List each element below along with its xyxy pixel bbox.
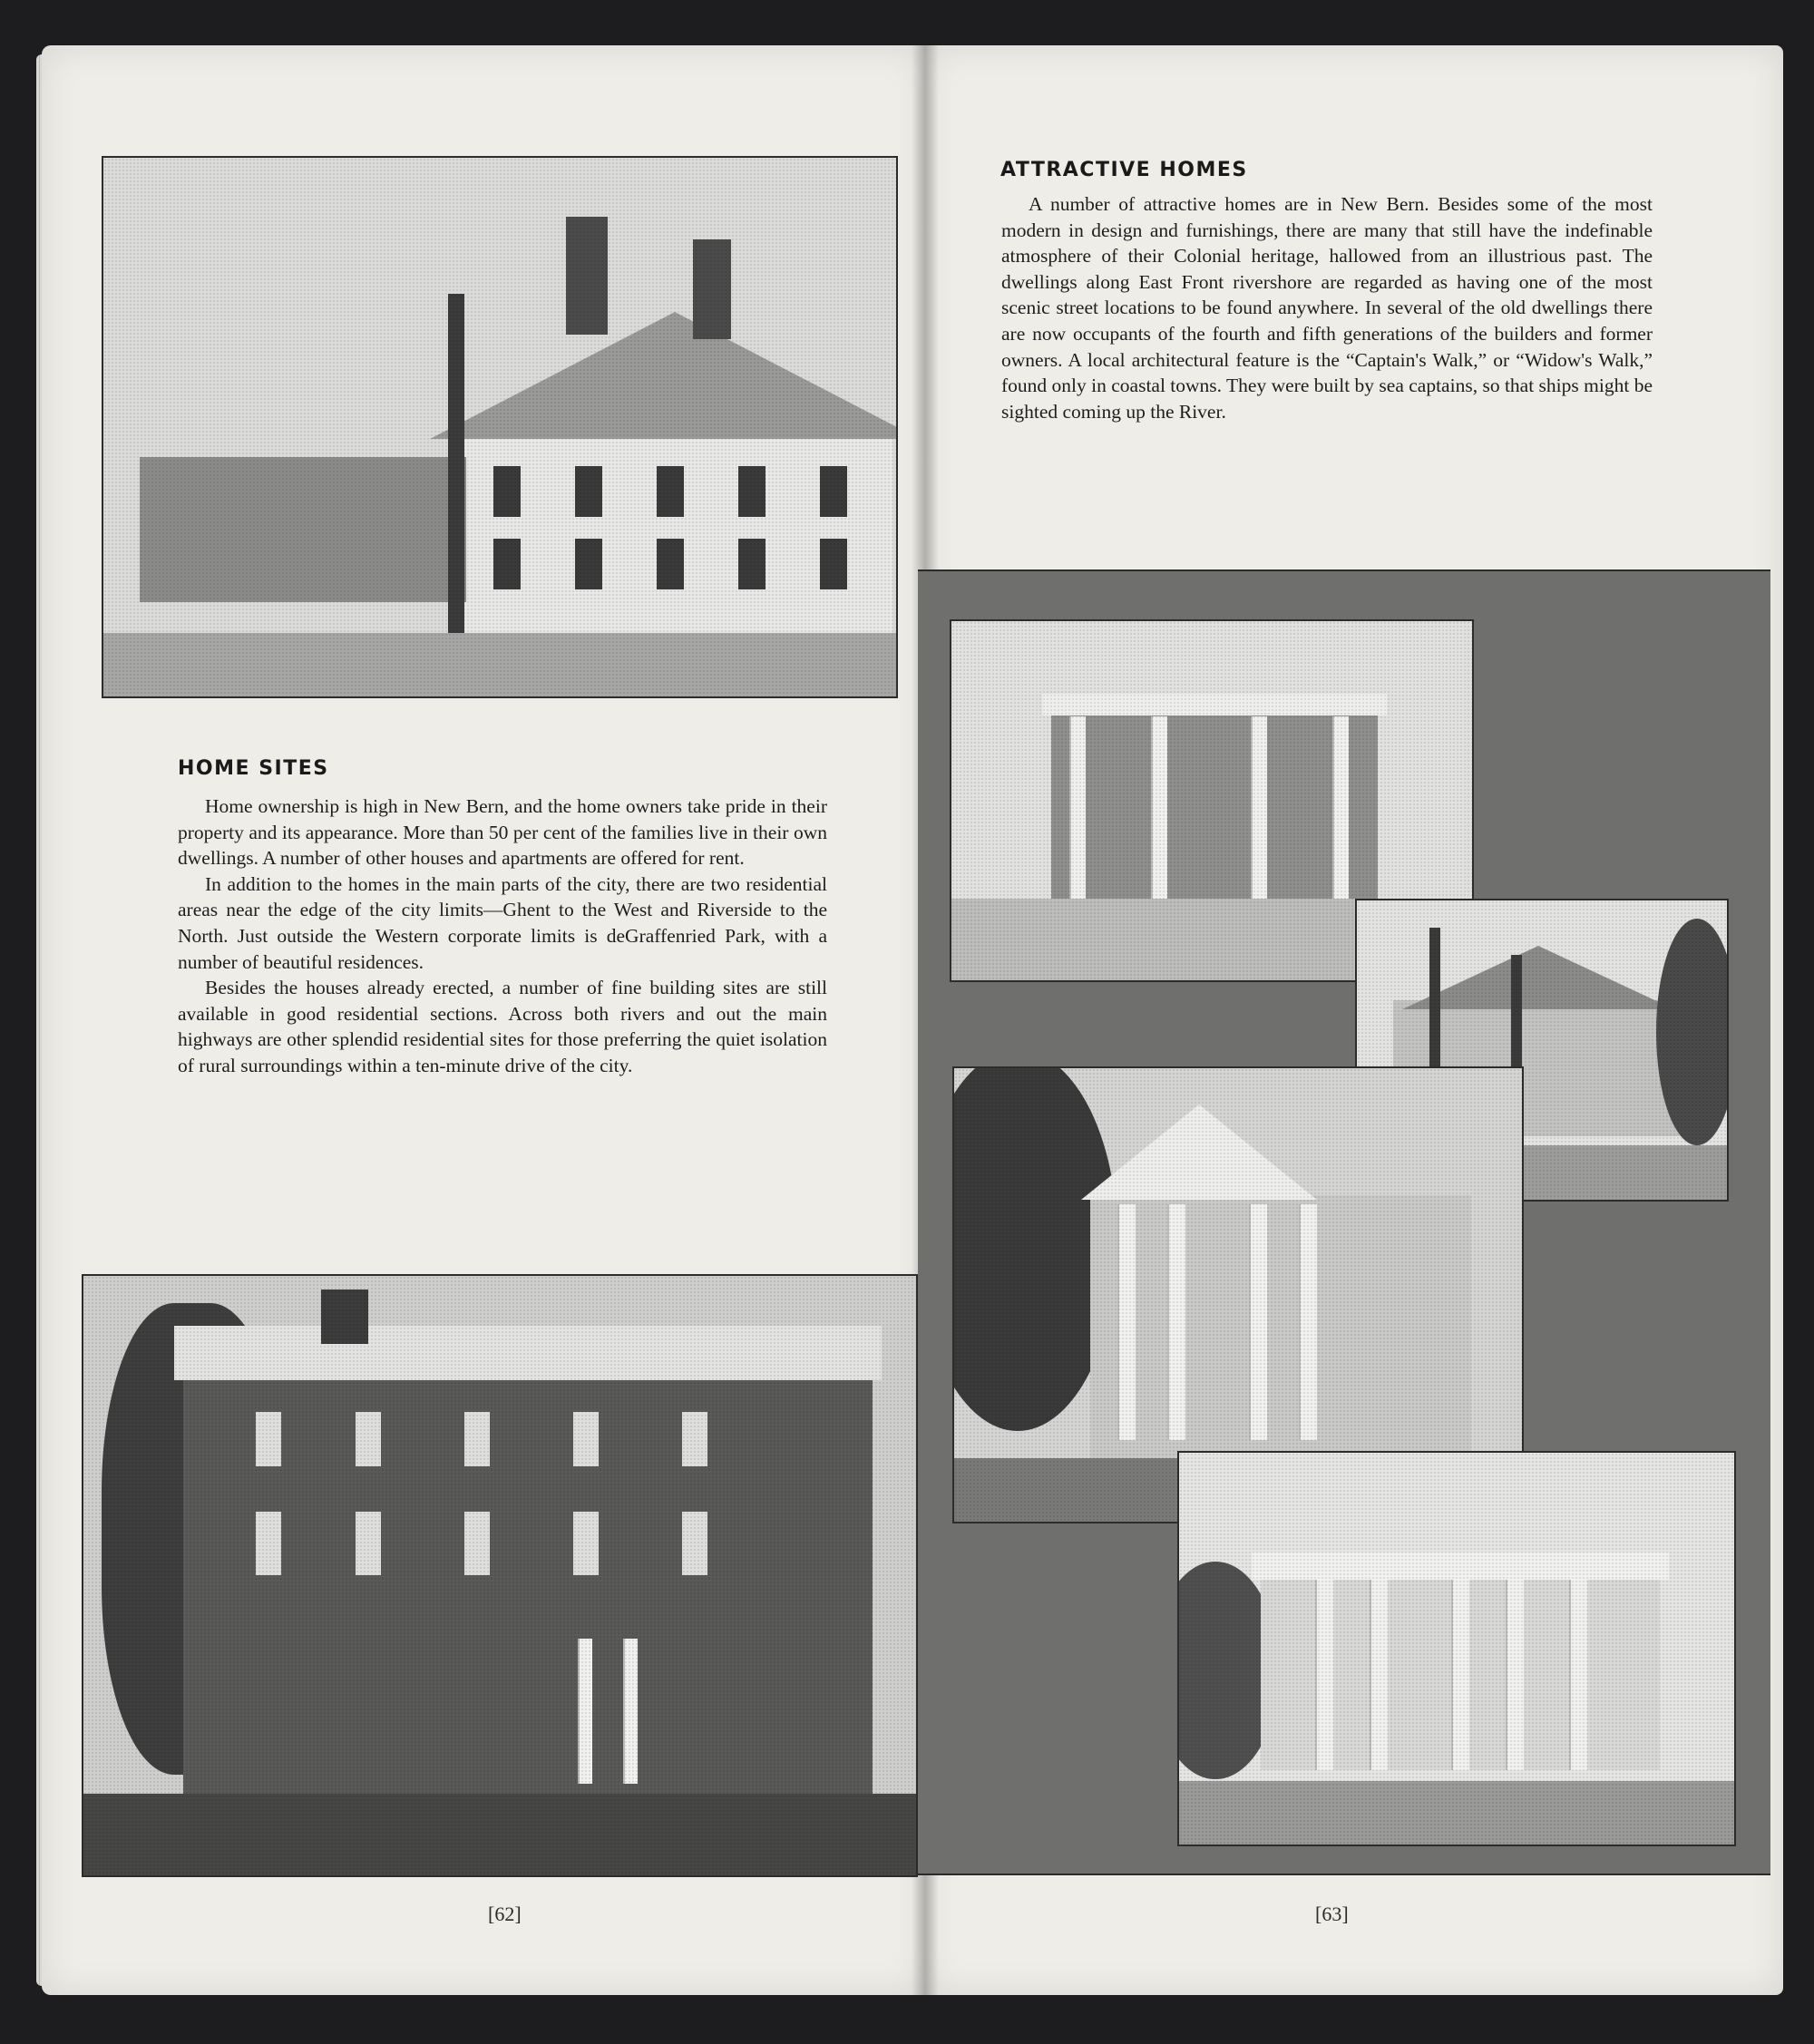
home-sites-text xyxy=(178,793,827,1079)
attractive-homes-paragraph-1: A number of attractive homes are in New Bern. Besides some of the most modern in design and furnishings, there are many that still have the indefinable atmosphere of their Colonial heritage, hallowed from an illustrious past. The dwellings along East Front rivershore are regarded as having one of the most scenic street locations to be found anywhere. In several of the old dwellings there are now occupants of the fourth and fifth generations of the builders and former owners. A local architectural feature is the “Captain's Walk,” or “Widow's Walk,” found only in coastal towns. They were built by sea captains, so that ships might be sighted coming up the River. xyxy=(1001,193,1653,423)
heading-attractive-homes: ATTRACTIVE HOMES xyxy=(1000,159,1248,181)
page-number-left: [62] xyxy=(488,1903,522,1925)
photo-colonial-house xyxy=(102,156,898,698)
home-sites-paragraph-1: Home ownership is high in New Bern, and the home owners take pride in their property and its appearance. More than 50 per cent of the families live in their own dwellings. A number of other houses and apartments are offered for rent. xyxy=(178,795,827,870)
page-number-right: [63] xyxy=(1315,1903,1349,1925)
heading-home-sites: HOME SITES xyxy=(178,757,329,780)
home-sites-paragraph-3: Besides the houses already erected, a number of fine building sites are still available in good residential sections. Across both rivers and out the main highways are other splendid residential sites for those preferring the quiet isolation of rural surroundings within a ten-minute drive of the city. xyxy=(178,977,827,1076)
home-sites-paragraph-2: In addition to the homes in the main parts of the city, there are two residential areas near the edge of the city limits—Ghent to the West and Riverside to the North. Just outside the Western corporate limits is deGraffenried Park, with a number of beautiful residences. xyxy=(178,872,827,973)
photo-large-columned-house xyxy=(1177,1451,1736,1846)
attractive-homes-text xyxy=(1001,191,1653,424)
photo-brick-house xyxy=(82,1274,918,1877)
